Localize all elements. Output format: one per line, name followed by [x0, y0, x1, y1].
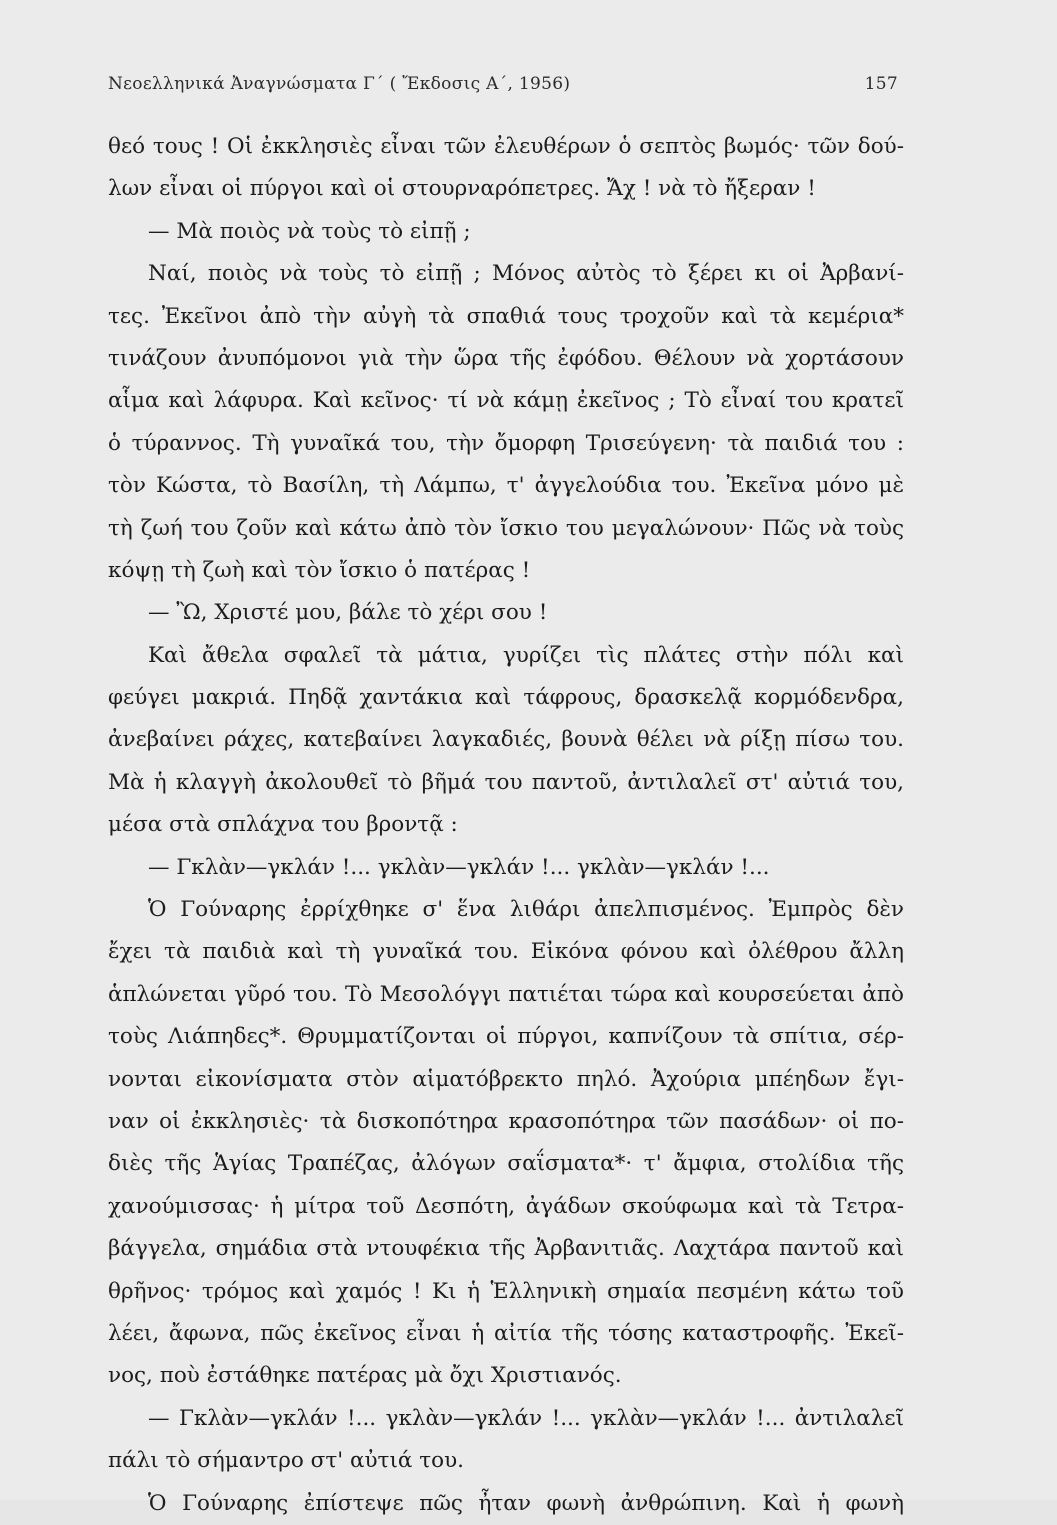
text-line: θρῆνος· τρόμος καὶ χαμός ! Κι ἡ Ἑλληνικὴ σημαία πεσμένη κάτω τοῦ: [108, 1278, 904, 1304]
text-line: χανούμισσας· ἡ μίτρα τοῦ Δεσπότη, ἀγάδων σκούφωμα καὶ τὰ Τετρα-: [108, 1193, 904, 1219]
text-line: βάγγελα, σημάδια στὰ ντουφέκια τῆς Ἀρβανιτιᾶς. Λαχτάρα παντοῦ καὶ: [108, 1236, 904, 1262]
text-line: αἷμα καὶ λάφυρα. Καὶ κεῖνος· τί νὰ κάμῃ ἐκεῖνος ; Τὸ εἶναί του κρατεῖ: [108, 388, 904, 414]
text-line: ἔχει τὰ παιδιὰ καὶ τὴ γυναῖκά του. Εἰκόνα φόνου καὶ ὀλέθρου ἄλλη: [108, 939, 904, 965]
dialogue-line: — Γκλὰν—γκλάν !... γκλὰν—γκλάν !... γκλὰν—γκλάν !...: [148, 854, 770, 880]
text-line: κόψῃ τὴ ζωὴ καὶ τὸν ἴσκιο ὁ πατέρας !: [108, 557, 531, 583]
page-number: 157: [864, 74, 898, 94]
text-line: τὸν Κώστα, τὸ Βασίλη, τὴ Λάμπω, τ' ἀγγελούδια του. Ἐκεῖνα μόνο μὲ: [108, 473, 904, 499]
text-line: ἁπλώνεται γῦρό του. Τὸ Μεσολόγγι πατιέται τώρα καὶ κουρσεύεται ἀπὸ: [108, 981, 904, 1007]
text-line: ἀνεβαίνει ράχες, κατεβαίνει λαγκαδιές, βουνὰ θέλει νὰ ρίξῃ πίσω του.: [108, 727, 904, 753]
paragraph-start: Ὁ Γούναρης ἐπίστεψε πῶς ἦταν φωνὴ ἀνθρώπινη. Καὶ ἡ φωνὴ: [148, 1490, 904, 1516]
text-line: ὁ τύραννος. Τὴ γυναῖκά του, τὴν ὄμορφη Τρισεύγενη· τὰ παιδιά του :: [108, 430, 904, 456]
paragraph-start: Ὁ Γούναρης ἐρρίχθηκε σ' ἕνα λιθάρι ἀπελπισμένος. Ἐμπρὸς δὲν: [148, 897, 904, 923]
dialogue-line: — Μὰ ποιὸς νὰ τοὺς τὸ εἰπῇ ;: [148, 218, 471, 244]
dialogue-line: — Ὢ, Χριστέ μου, βάλε τὸ χέρι σου !: [148, 600, 548, 626]
paragraph-start: Ναί, ποιὸς νὰ τοὺς τὸ εἰπῇ ; Μόνος αὐτὸς τὸ ξέρει κι οἱ Ἀρβανί-: [148, 261, 904, 287]
text-line: λων εἶναι οἱ πύργοι καὶ οἱ στουρναρόπετρες. Ἄχ ! νὰ τὸ ἤξεραν !: [108, 176, 816, 202]
text-line: τες. Ἐκεῖνοι ἀπὸ τὴν αὐγὴ τὰ σπαθιά τους τροχοῦν καὶ τὰ κεμέρια*: [108, 303, 904, 329]
paragraph-start: Καὶ ἄθελα σφαλεῖ τὰ μάτια, γυρίζει τὶς πλάτες στὴν πόλι καὶ: [148, 642, 904, 668]
text-line: θεό τους ! Οἱ ἐκκλησιὲς εἶναι τῶν ἐλευθέρων ὁ σεπτὸς βωμός· τῶν δού-: [108, 134, 904, 159]
text-line: ναν οἱ ἐκκλησιὲς· τὰ δισκοπότηρα κρασοπότηρα τῶν πασάδων· οἱ πο-: [108, 1108, 904, 1134]
text-line: τὴ ζωή του ζοῦν καὶ κάτω ἀπὸ τὸν ἴσκιο του μεγαλώνουν· Πῶς νὰ τοὺς: [108, 515, 904, 541]
text-line: πάλι τὸ σήμαντρο στ' αὐτιά του.: [108, 1448, 464, 1474]
text-line: μέσα στὰ σπλάχνα του βροντᾷ :: [108, 812, 458, 838]
body-text: [108, 126, 904, 1525]
text-line: φεύγει μακριά. Πηδᾷ χαντάκια καὶ τάφρους, δρασκελᾷ κορμόδενδρα,: [108, 685, 904, 711]
text-line: διὲς τῆς Ἁγίας Τραπέζας, ἀλόγων σαΐσματα*· τ' ἄμφια, στολίδια τῆς: [108, 1151, 904, 1177]
running-head: [108, 74, 898, 102]
text-line: νος, ποὺ ἐστάθηκε πατέρας μὰ ὄχι Χριστιανός.: [108, 1363, 622, 1389]
text-line: τινάζουν ἀνυπόμονοι γιὰ τὴν ὥρα τῆς ἐφόδου. Θέλουν νὰ χορτάσουν: [108, 345, 904, 371]
dialogue-line: — Γκλὰν—γκλάν !... γκλὰν—γκλάν !... γκλὰν—γκλάν !... ἀντιλαλεῖ: [148, 1405, 904, 1431]
text-line: Μὰ ἡ κλαγγὴ ἀκολουθεῖ τὸ βῆμά του παντοῦ, ἀντιλαλεῖ στ' αὐτιά του,: [108, 769, 904, 795]
text-line: τοὺς Λιάπηδες*. Θρυμματίζονται οἱ πύργοι, καπνίζουν τὰ σπίτια, σέρ-: [108, 1024, 904, 1050]
text-line: λέει, ἄφωνα, πῶς ἐκεῖνος εἶναι ἡ αἰτία τῆς τόσης καταστροφῆς. Ἐκεῖ-: [108, 1320, 904, 1346]
running-head-title: Νεοελληνικά Ἀναγνώσματα Γ΄ ( Ἔκδοσις Α΄, 1956): [108, 74, 571, 94]
text-line: νονται εἰκονίσματα στὸν αἱματόβρεκτο πηλό. Ἀχούρια μπέηδων ἔγι-: [108, 1066, 904, 1092]
